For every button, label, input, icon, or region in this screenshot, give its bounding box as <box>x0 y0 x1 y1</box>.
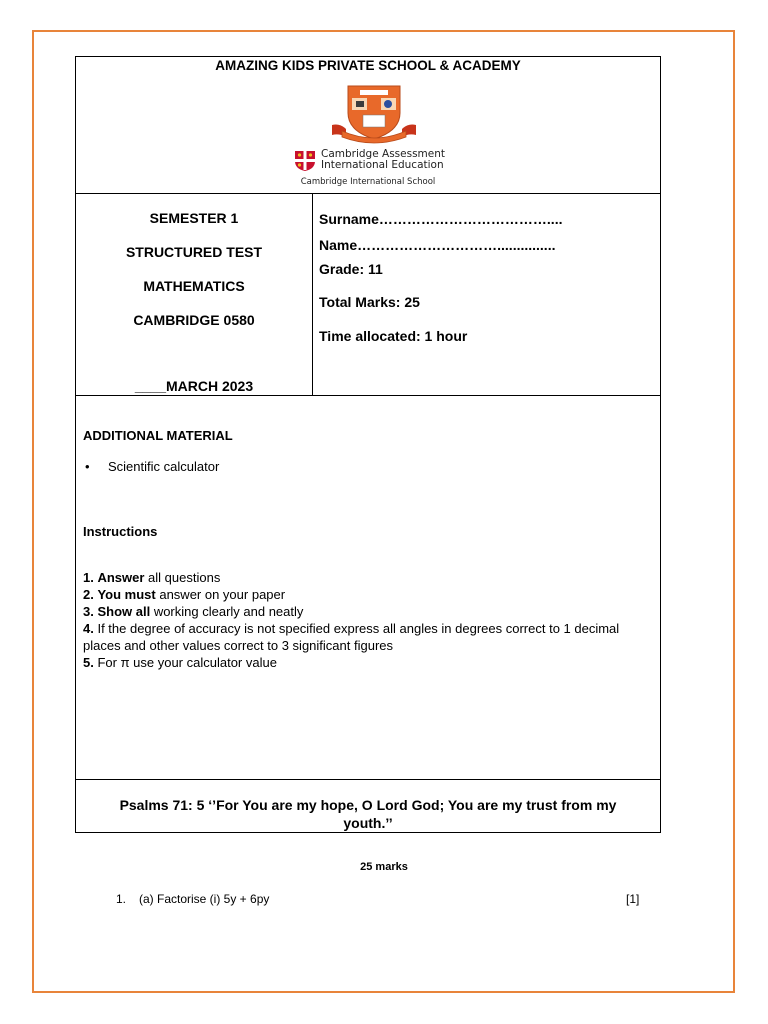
divider-quote <box>76 779 660 780</box>
instruction-item: 3. Show all working clearly and neatly <box>83 604 304 619</box>
time-allocated-label: Time allocated: 1 hour <box>319 328 468 344</box>
exam-date-label: ____MARCH 2023 <box>134 378 254 394</box>
instruction-item: 4. If the degree of accuracy is not specified express all angles in degrees correct to 1 decimal places and other values correct to 3 significant figures <box>83 621 620 653</box>
quote-line-1: Psalms 71: 5 ‘’For You are my hope, O Lord God; You are my trust from my <box>119 797 617 813</box>
surname-field[interactable]: Surname……………………………….... <box>319 211 563 227</box>
psalm-quote <box>76 796 660 832</box>
cover-table <box>75 56 661 833</box>
cambridge-school-label: Cambridge International School <box>300 177 436 187</box>
divider-info <box>76 395 660 396</box>
divider-vertical <box>312 194 313 396</box>
cambridge-logo-text <box>321 149 445 171</box>
semester-label: SEMESTER 1 <box>149 210 239 226</box>
instructions-heading: Instructions <box>83 524 158 539</box>
cambridge-line1: Cambridge Assessment <box>321 148 446 160</box>
additional-material-heading: ADDITIONAL MATERIAL <box>83 428 233 443</box>
school-name: AMAZING KIDS PRIVATE SCHOOL & ACADEMY <box>215 58 521 73</box>
cambridge-line2: International Education <box>321 159 444 171</box>
material-list-item <box>85 459 219 474</box>
instruction-item: 1. Answer all questions <box>83 570 221 585</box>
exam-code-label: CAMBRIDGE 0580 <box>133 312 255 328</box>
question-mark: [1] <box>626 892 640 906</box>
instruction-item: 5. For π use your calculator value <box>83 655 277 670</box>
question-number: 1. <box>116 892 127 906</box>
quote-line-2: youth.’’ <box>343 815 393 831</box>
instructions-list <box>83 569 643 671</box>
name-field[interactable]: Name…………………………............... <box>319 237 556 253</box>
material-item-text: Scientific calculator <box>108 459 220 474</box>
instruction-item: 2. You must answer on your paper <box>83 587 286 602</box>
test-type-label: STRUCTURED TEST <box>125 244 263 260</box>
total-marks-label: Total Marks: 25 <box>319 294 420 310</box>
cambridge-shield-icon <box>294 150 316 172</box>
grade-label: Grade: 11 <box>319 261 383 277</box>
school-crest-logo <box>330 83 418 145</box>
divider-header <box>76 193 660 194</box>
question-text: (a) Factorise (i) 5y + 6py <box>139 892 270 906</box>
bullet-icon: • <box>85 459 90 474</box>
total-marks-heading: 25 marks <box>360 861 408 873</box>
subject-label: MATHEMATICS <box>143 278 245 294</box>
